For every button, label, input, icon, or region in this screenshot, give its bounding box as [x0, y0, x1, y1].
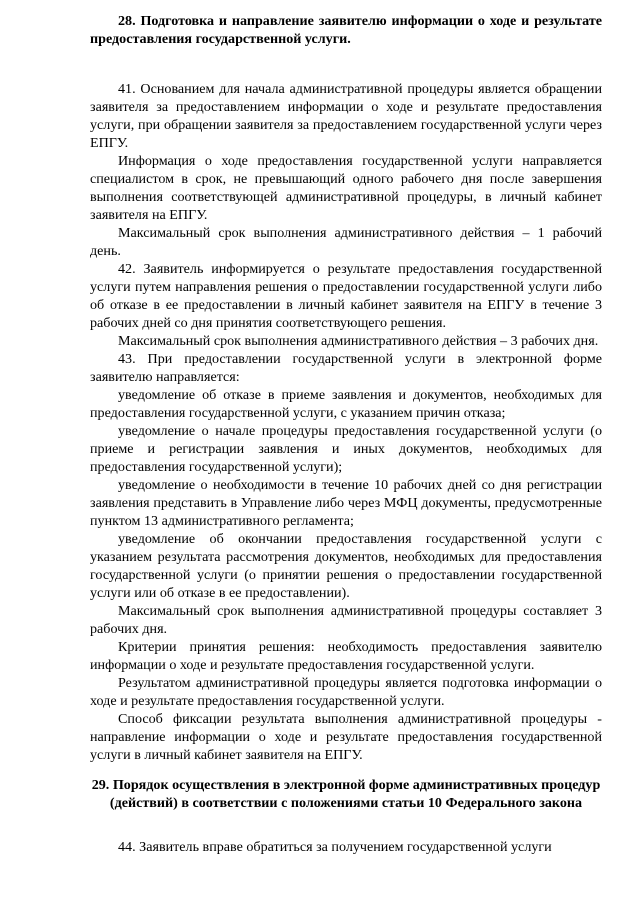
- paragraph-41-basis: 41. Основанием для начала административной процедуры является обращении заявителя за предоставлением информации о ходе и результате предоставления услуги, при обращении заявителя за предоставлением государственной услуги через ЕПГУ.: [90, 81, 602, 151]
- paragraph-fixation: Способ фиксации результата выполнения административной процедуры - направление информации о ходе и результате предоставления государственной услуги в личный кабинет заявителя на ЕПГУ.: [90, 711, 602, 763]
- paragraph-41-info: Информация о ходе предоставления государственной услуги направляется специалистом в срок, не превышающий одного рабочего дня после завершения выполнения соответствующей административной процедуры, в личный кабинет заявителя на ЕПГУ.: [90, 153, 602, 223]
- document-page: [90, 12, 602, 856]
- paragraph-41-deadline: Максимальный срок выполнения административного действия – 1 рабочий день.: [90, 225, 602, 259]
- paragraph-43-intro: 43. При предоставлении государственной услуги в электронной форме заявителю направляется:: [90, 351, 602, 385]
- notice-refusal: уведомление об отказе в приеме заявления и документов, необходимых для предоставления государственной услуги, с указанием причин отказа;: [90, 387, 602, 421]
- paragraph-criteria: Критерии принятия решения: необходимость предоставления заявителю информации о ходе и результате предоставления государственной услуги.: [90, 639, 602, 673]
- paragraph-42-deadline: Максимальный срок выполнения административного действия – 3 рабочих дня.: [118, 333, 599, 349]
- notice-documents: уведомление о необходимости в течение 10 рабочих дней со дня регистрации заявления представить в Управление либо через МФЦ документы, предусмотренные пунктом 13 административного регламента;: [90, 477, 602, 529]
- paragraph-43-deadline: Максимальный срок выполнения административной процедуры составляет 3 рабочих дня.: [90, 603, 602, 637]
- notice-start: уведомление о начале процедуры предоставления государственной услуги (о приеме и регистрации заявления и иных документов, необходимых для предоставления государственной услуги);: [90, 423, 602, 475]
- paragraph-result: Результатом административной процедуры является подготовка информации о ходе и результате предоставления государственной услуги.: [90, 675, 602, 709]
- section-29-heading: 29. Порядок осуществления в электронной форме административных процедур (действий) в соответствии с положениями статьи 10 Федерального закона: [91, 777, 601, 811]
- section-28-heading: 28. Подготовка и направление заявителю информации о ходе и результате предоставления государственной услуги.: [90, 13, 602, 47]
- paragraph-42-informing: 42. Заявитель информируется о результате предоставления государственной услуги путем направления решения о предоставлении государственной услуги либо об отказе в ее предоставлении в личный кабинет заявителя на ЕПГУ в течение 3 рабочих дней со дня принятия соответствующего решения.: [90, 261, 602, 331]
- notice-completion: уведомление об окончании предоставления государственной услуги с указанием результата рассмотрения документов, необходимых для предоставления государственной услуги (о принятии решения о предоставлении государственной услуги или об отказе в ее предоставлении).: [90, 531, 602, 601]
- section-28-body: [90, 80, 602, 764]
- paragraph-44-start: 44. Заявитель вправе обратиться за получением государственной услуги: [118, 839, 552, 855]
